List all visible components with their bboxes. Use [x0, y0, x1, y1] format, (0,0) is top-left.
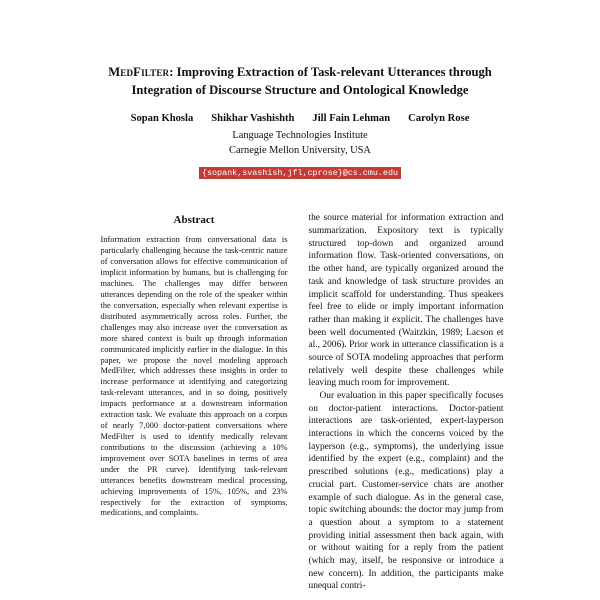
author-list — [0, 113, 600, 124]
body-paragraph: the source material for information extraction and summarization. Expository text is typically structured top-down and organized around information flow. Task-oriented conversations, on the other hand, are typically organized around the task and knowledge of task structure provides an implicit scaffold for understanding. Thus speakers feel free to elide or imply important information rather than making it explicit. The challenges have been well documented (Waitzkin, 1989; Lacson et al., 2006). Prior work in utterance classification is a source of SOTA modeling approaches that perform relatively well despite these challenges while leaving much room for improvement. — [308, 213, 504, 389]
author-name: Jill Fain Lehman — [312, 113, 391, 125]
paper-header — [0, 0, 600, 180]
paper-title-system-name: MedFilter — [108, 65, 170, 79]
two-column-body — [0, 212, 600, 593]
paper-title-line2: Integration of Discourse Structure and Ontological Knowledge — [131, 82, 469, 97]
affiliation-university: Carnegie Mellon University, USA — [229, 145, 371, 157]
left-column — [97, 212, 292, 593]
paper-title — [70, 64, 530, 99]
affiliation-institute: Language Technologies Institute — [232, 130, 368, 142]
affiliation — [0, 128, 600, 158]
body-paragraph: Our evaluation in this paper specifically focuses on doctor-patient interactions. Doctor-patient interactions are task-oriented, expert-layperson interactions in which the concerns voiced by the layperson (e.g., symptoms), the underlying issue identified by the expert (e.g., complaint) and the prescribed solutions (e.g., medications) play a crucial part. Customer-service chats are another example of such dialogue. As in the general case, topic switching abounds: the doctor may jump from a question about a symptom to a statement providing initial assessment then back again, with or without waiting for a reply from the patient (which may, itself, be responsive or introduce a new concern). In addition, the participants make unequal contri- — [308, 391, 504, 592]
paper-title-line1: : Improving Extraction of Task-relevant Utterances through — [169, 65, 492, 79]
email-line — [0, 162, 600, 180]
author-name: Shikhar Vashishth — [211, 113, 295, 125]
abstract-heading: Abstract — [173, 214, 215, 227]
right-column — [309, 212, 504, 593]
author-name: Carolyn Rose — [408, 113, 470, 125]
author-name: Sopan Khosla — [130, 113, 194, 125]
email-link[interactable]: {sopank,svashish,jfl,cprose}@cs.cmu.edu — [199, 167, 401, 179]
abstract-text: Information extraction from conversational data is particularly challenging because the task-centric nature of conversation allows for effective communication of implicit information by humans, but is challenging for machines. The challenges may differ between utterances depending on the role of the speaker within the conversation, especially when relevant expertise is distributed asymmetrically across roles. Further, the challenges may also increase over the conversation as more shared context is built up through information communicated implicitly earlier in the dialogue. In this paper, we propose the novel modeling approach MedFilter, which addresses these insights in order to increase performance at identifying and categorizing task-relevant utterances, and in so doing, positively impacts performance at a downstream information extraction task. We evaluate this approach on a corpus of nearly 7,000 doctor-patient conversations where MedFilter is used to identify medically relevant contributions to the discussion (achieving a 10% improvement over SOTA baselines in terms of area under the PR curve). Identifying task-relevant utterances benefits downstream medical processing, achieving improvements of 15%, 105%, and 23% respectively for the extraction of symptoms, medications, and complaints. — [100, 235, 288, 518]
